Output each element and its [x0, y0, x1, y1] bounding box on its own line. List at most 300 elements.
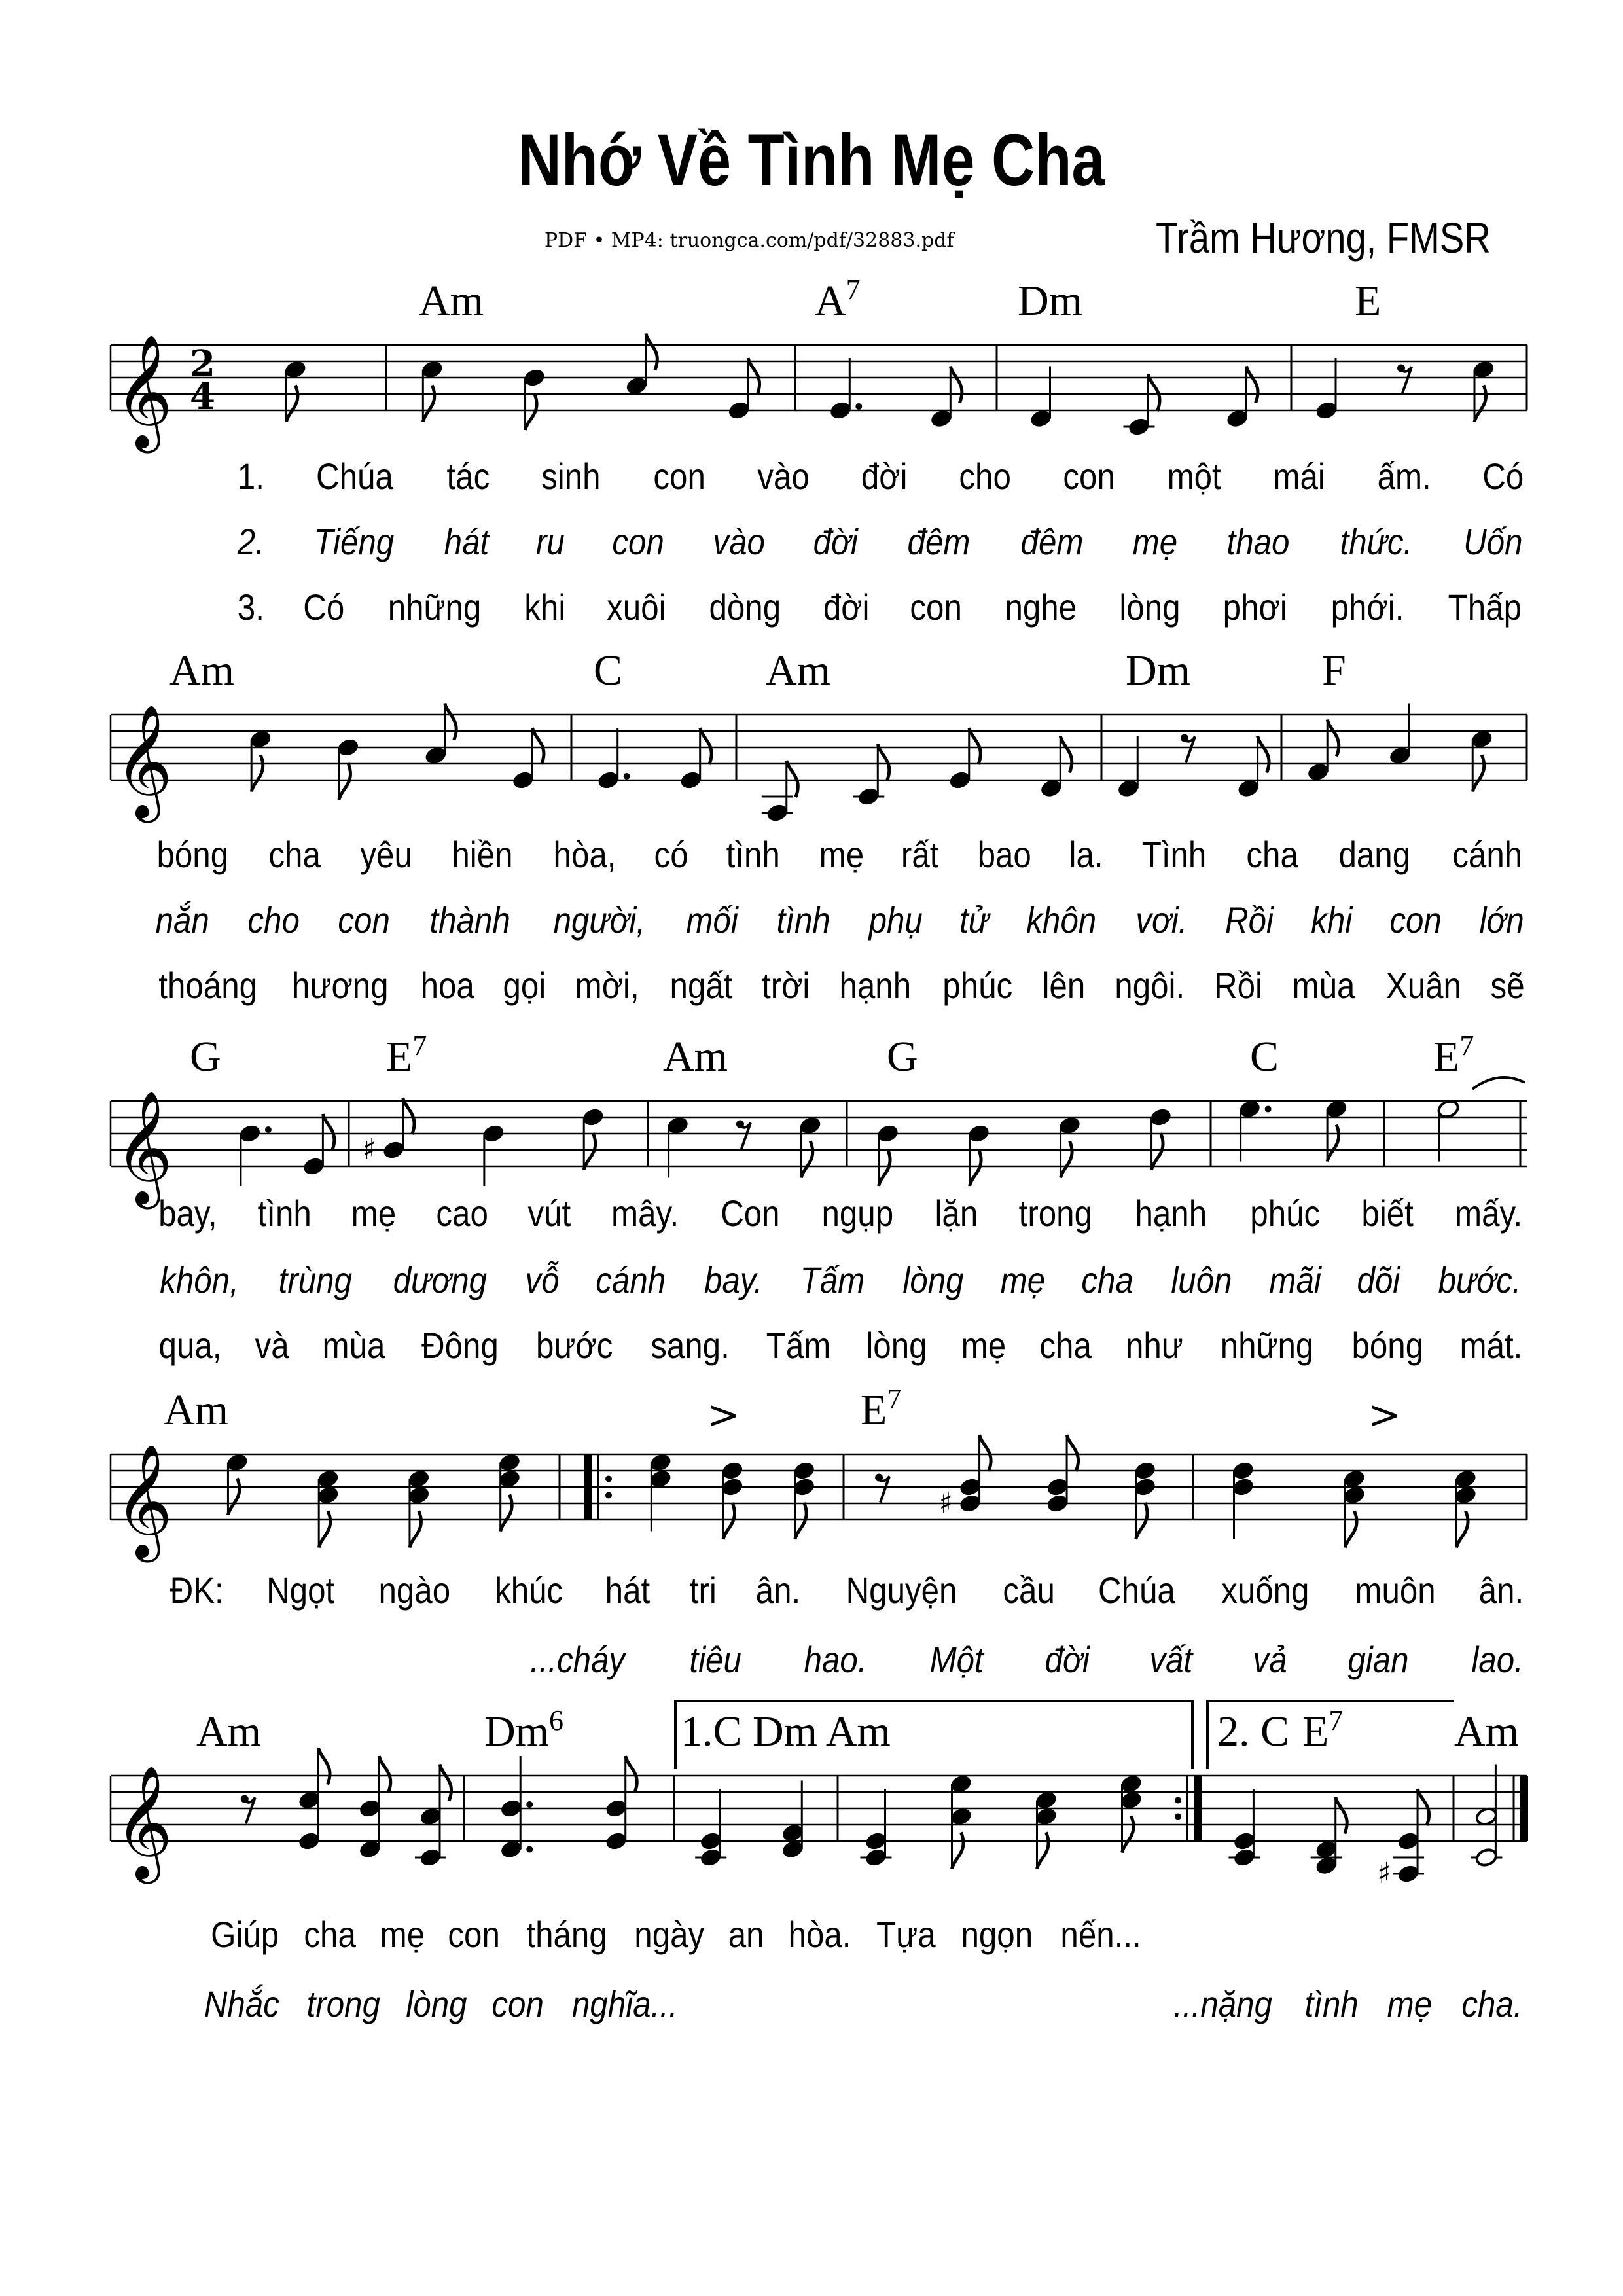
note-flag — [700, 728, 712, 764]
note-flag — [970, 1149, 982, 1186]
note-flag — [1418, 1789, 1429, 1825]
lyric-line — [199, 1983, 720, 2024]
lyric-word: bóng — [1351, 1325, 1424, 1366]
lyric-word: cho — [959, 456, 1011, 497]
note-flag — [1474, 386, 1486, 422]
lyric-word: khi — [1311, 899, 1353, 941]
chord-name: F — [1322, 647, 1346, 694]
chord-name: C — [594, 647, 623, 694]
lyric-word: tình — [776, 899, 830, 941]
note-flag — [748, 358, 760, 395]
lyric-word: ...nặng — [1173, 1983, 1272, 2024]
chord-symbol — [386, 1030, 427, 1081]
lyric-line — [154, 1195, 1527, 1232]
note-flag — [403, 1098, 415, 1134]
lyric-word: có — [654, 834, 689, 875]
chord-symbol — [190, 1035, 221, 1079]
lyric-word: cha. — [1461, 1983, 1523, 2024]
lyric-word: biết — [1361, 1193, 1414, 1234]
chord-name: Am — [196, 1708, 261, 1755]
lyric-word: phụ — [868, 899, 923, 941]
lyric-word: con — [612, 521, 664, 562]
lyric-word: mùa — [1292, 965, 1355, 1006]
chord-name: 2. C — [1217, 1708, 1290, 1755]
lyric-word: hát — [444, 521, 490, 562]
lyric-word: Tấm — [766, 1325, 831, 1366]
lyric-word: lòng — [1119, 586, 1181, 628]
lyric-word: Tấm — [800, 1259, 865, 1300]
lyric-word: cho — [247, 899, 300, 941]
chord-name: Am — [169, 647, 234, 694]
lyric-word: thao — [1226, 521, 1289, 562]
lyric-line — [236, 521, 1527, 562]
chord-symbol — [1217, 1710, 1289, 1753]
lyric-word: mùa — [322, 1325, 385, 1366]
chord-symbol — [1322, 649, 1346, 692]
lyric-word: Uốn — [1463, 521, 1523, 562]
lyric-word: khôn, — [160, 1259, 239, 1300]
lyric-word: cánh — [1452, 834, 1522, 875]
lyric-word: cha — [1081, 1259, 1134, 1300]
lyric-word: bao — [977, 834, 1031, 875]
repeat-start-thick — [584, 1454, 592, 1520]
chord-symbol — [1433, 1030, 1474, 1081]
lyric-word: muôn — [1355, 1570, 1436, 1611]
lyric-word: lòng — [406, 1983, 467, 2024]
lyric-word: mây. — [611, 1193, 679, 1234]
lyric-word: xuôi — [606, 586, 666, 628]
lyric-word: cao — [436, 1193, 488, 1234]
staff-system-4 — [111, 1392, 1527, 1563]
lyric-word: Tiếng — [313, 521, 394, 562]
note-flag — [1336, 1797, 1347, 1834]
lyric-word: sẽ — [1490, 965, 1525, 1006]
lyric-word: 3. — [237, 586, 264, 628]
lyric-word: con — [910, 586, 962, 628]
lyric-word: Nhắc — [204, 1983, 279, 2024]
note-flag — [445, 704, 457, 740]
lyric-word: ngất — [669, 965, 732, 1006]
chord-symbol — [861, 1383, 902, 1434]
lyric-word: bước — [536, 1325, 613, 1366]
lyric-word: cha — [1039, 1325, 1092, 1366]
note-flag — [501, 1495, 512, 1532]
chord-name: E — [1302, 1708, 1329, 1755]
note-flag — [323, 1114, 334, 1151]
lyric-word: lao. — [1471, 1639, 1524, 1680]
chord-name: Am — [419, 277, 484, 325]
lyric-word: ân. — [755, 1570, 801, 1611]
lyric-word: hát — [605, 1570, 651, 1611]
lyric-word: cha — [268, 834, 321, 875]
chord-symbol — [887, 1035, 918, 1079]
lyric-word: ngụp — [821, 1193, 894, 1234]
lyric-line — [206, 1916, 1214, 1953]
time-signature-bottom: 4 — [190, 375, 215, 418]
lyric-word: Tựa — [876, 1914, 936, 1955]
lyric-word: cha — [1246, 834, 1298, 875]
lyric-word: mát. — [1459, 1325, 1523, 1366]
note-flag — [339, 763, 351, 800]
chord-extension: 7 — [1459, 1030, 1474, 1062]
lyric-word: ngào — [378, 1570, 451, 1611]
lyric-word: Nguyện — [846, 1570, 957, 1611]
lyric-word: ...cháy — [529, 1639, 626, 1680]
lyric-word: tử — [959, 899, 989, 941]
chord-symbol — [419, 279, 484, 323]
lyric-word: dương — [393, 1259, 487, 1300]
lyric-word: cánh — [596, 1259, 666, 1300]
note-flag — [1258, 736, 1270, 773]
chord-name: E — [861, 1386, 887, 1434]
staff-system-1 — [111, 334, 1527, 454]
chord-extension: 6 — [549, 1704, 563, 1736]
lyric-word: phơi — [1223, 586, 1288, 628]
eighth-rest-dot — [1181, 734, 1188, 742]
lyric-word: trời — [761, 965, 810, 1006]
note-flag — [1152, 1133, 1164, 1170]
lyric-word: tiêu — [689, 1639, 742, 1680]
note-flag — [980, 1435, 991, 1471]
lyric-word: khôn — [1026, 899, 1097, 941]
note-flag — [1122, 1816, 1134, 1853]
lyric-word: và — [255, 1325, 289, 1366]
chord-symbol — [594, 649, 622, 692]
lyric-word: tình — [1304, 1983, 1359, 2024]
accent-mark: > — [1368, 1392, 1401, 1438]
eighth-rest-dot — [1397, 365, 1405, 372]
lyric-word: Một — [929, 1639, 984, 1680]
lyric-word: những — [387, 586, 482, 628]
lyric-line — [152, 899, 1527, 941]
lyric-word: luôn — [1171, 1259, 1232, 1300]
note-flag — [319, 1511, 330, 1548]
lyric-line — [236, 586, 1527, 628]
lyric-word: đời — [1044, 1639, 1090, 1680]
lyric-word: mái — [1273, 456, 1326, 497]
note-flag — [1037, 1833, 1049, 1869]
chord-name: C — [1250, 1033, 1279, 1081]
chord-symbol — [766, 649, 830, 692]
sharp-icon: ♯ — [1377, 1857, 1391, 1890]
lyric-word: lặn — [935, 1193, 978, 1234]
staff-system-3 — [111, 1077, 1527, 1210]
treble-clef-icon: 𝄞 — [115, 1090, 173, 1204]
note-flag — [584, 1133, 596, 1170]
lyric-line — [236, 458, 1527, 495]
chord-symbol — [663, 1035, 728, 1079]
lyric-word: ân. — [1478, 1570, 1524, 1611]
note-flag — [1327, 1125, 1339, 1162]
lyric-line — [166, 1572, 1527, 1609]
lyric-word: lớn — [1479, 899, 1524, 941]
lyric-word: 2. — [237, 521, 264, 562]
lyric-word: đêm — [1020, 521, 1084, 562]
lyric-word: nến... — [1060, 1914, 1141, 1955]
repeat-dot — [605, 1492, 612, 1499]
lyric-word: tình — [726, 834, 781, 875]
chord-extension: 7 — [1329, 1704, 1344, 1736]
chord-name: E — [1433, 1033, 1460, 1081]
lyric-word: Thấp — [1448, 586, 1522, 628]
accent-mark: > — [707, 1392, 740, 1438]
lyric-word: con — [448, 1914, 501, 1955]
treble-clef-icon: 𝄞 — [115, 1765, 173, 1879]
chord-extension: 7 — [887, 1383, 902, 1415]
lyric-word: mẹ — [819, 834, 864, 875]
note-flag — [251, 755, 263, 792]
note-flag — [878, 744, 889, 781]
lyric-word: hoa — [420, 965, 475, 1006]
lyric-word: đời — [823, 586, 869, 628]
lyric-word: ĐK: — [169, 1570, 224, 1611]
lyric-word: lòng — [902, 1259, 965, 1300]
treble-clef-icon: 𝄞 — [115, 704, 173, 818]
note-flag — [1457, 1511, 1469, 1548]
sharp-icon: ♯ — [362, 1133, 376, 1166]
lyric-word: Tình — [1141, 834, 1207, 875]
note-flag — [646, 334, 658, 370]
note-flag — [787, 761, 798, 797]
lyric-word: vất — [1149, 1639, 1193, 1680]
lyric-word: tác — [446, 456, 490, 497]
lyric-word: mẹ — [961, 1325, 1007, 1366]
lyric-word: khúc — [494, 1570, 563, 1611]
lyric-line — [154, 1327, 1527, 1364]
repeat-dot — [1175, 1814, 1181, 1820]
lyric-word: đời — [861, 456, 908, 497]
chord-symbol — [484, 1704, 563, 1755]
lyric-word: sang. — [651, 1325, 730, 1366]
chord-name: G — [887, 1033, 918, 1081]
lyric-word: mẹ — [380, 1914, 425, 1955]
lyric-word: thức. — [1340, 521, 1413, 562]
lyric-word: ngôi. — [1114, 965, 1185, 1006]
lyric-word: ru — [536, 521, 565, 562]
lyric-line — [152, 836, 1527, 873]
lyric-word: hao. — [804, 1639, 867, 1680]
lyric-word: vỗ — [525, 1259, 560, 1300]
eighth-rest-dot — [875, 1474, 883, 1482]
lyric-line — [152, 967, 1527, 1004]
lyric-word: phới. — [1330, 586, 1404, 628]
lyric-word: ngọn — [961, 1914, 1033, 1955]
lyric-word: mẹ — [1132, 521, 1177, 562]
lyric-word: ngày — [634, 1914, 704, 1955]
eighth-rest-dot — [241, 1795, 249, 1803]
lyric-word: dõi — [1357, 1259, 1400, 1300]
chord-name: G — [190, 1033, 221, 1081]
lyric-word: một — [1167, 456, 1221, 497]
chord-symbol — [169, 649, 234, 692]
lyric-word: bóng — [156, 834, 229, 875]
lyric-word: Có — [1482, 456, 1524, 497]
lyric-word: mẹ — [1387, 1983, 1433, 2024]
lyric-word: bay. — [704, 1259, 763, 1300]
chord-name: Am — [663, 1033, 728, 1081]
lyric-word: đời — [813, 521, 859, 562]
sharp-icon: ♯ — [938, 1486, 953, 1520]
note-flag — [1327, 720, 1339, 757]
lyric-word: xuống — [1221, 1570, 1310, 1611]
lyric-word: Rồi — [1225, 899, 1274, 941]
chord-name: Dm — [1126, 647, 1190, 694]
chord-name: Am — [164, 1386, 228, 1434]
lyric-word: người, — [553, 899, 646, 941]
note-flag — [952, 1833, 964, 1869]
chord-name: Dm — [484, 1708, 549, 1755]
lyric-word: hạnh — [839, 965, 912, 1006]
lyric-word: con — [338, 899, 390, 941]
lyric-word: hòa. — [788, 1914, 851, 1955]
lyric-word: con — [653, 456, 705, 497]
chord-extension: 7 — [412, 1030, 427, 1062]
lyric-word: Rồi — [1214, 965, 1263, 1006]
lyric-word: Xuân — [1385, 965, 1461, 1006]
lyric-word: lên — [1042, 965, 1085, 1006]
chord-name: Dm — [1018, 277, 1082, 325]
lyric-word: an — [728, 1914, 764, 1955]
lyric-word: Đông — [421, 1325, 499, 1366]
lyric-word: tri — [689, 1570, 717, 1611]
note-flag — [379, 1756, 391, 1793]
lyric-word: mối — [686, 899, 738, 941]
lyric-word: Chúa — [316, 456, 394, 497]
lyric-word: những — [1220, 1325, 1314, 1366]
lyric-word: dang — [1338, 834, 1411, 875]
lyric-word: nghe — [1004, 586, 1077, 628]
lyric-word: vút — [527, 1193, 571, 1234]
dot — [265, 1126, 272, 1133]
lyric-word: la. — [1069, 834, 1103, 875]
note-flag — [801, 1141, 813, 1178]
chord-name: E — [1355, 277, 1382, 325]
dot — [855, 403, 862, 410]
lyric-word: bay, — [158, 1193, 217, 1234]
lyric-word: trùng — [278, 1259, 353, 1300]
lyric-word: bước. — [1438, 1259, 1522, 1300]
dot — [1265, 1106, 1272, 1113]
chord-symbol — [1250, 1035, 1279, 1079]
lyric-word: con — [491, 1983, 544, 2024]
note-flag — [286, 386, 298, 422]
lyric-word: sinh — [541, 456, 601, 497]
dot — [526, 1846, 533, 1853]
chord-symbol — [1355, 279, 1381, 323]
lyric-word: ấm. — [1377, 456, 1431, 497]
lyric-word: tình — [257, 1193, 312, 1234]
treble-clef-icon: 𝄞 — [115, 1444, 173, 1558]
lyric-word: yêu — [360, 834, 412, 875]
note-flag — [423, 386, 435, 422]
time-signature-top: 2 — [190, 342, 215, 386]
lyric-word: trong — [306, 1983, 380, 2024]
lyric-word: mấy. — [1454, 1193, 1522, 1234]
lyric-word: rất — [901, 834, 939, 875]
note-flag — [879, 1149, 891, 1186]
lyric-line — [154, 1259, 1527, 1300]
chord-symbol — [1018, 279, 1082, 323]
chord-symbol — [1126, 649, 1190, 692]
chord-symbol — [815, 274, 861, 325]
chord-name: A — [815, 277, 846, 325]
note-flag — [969, 728, 981, 764]
chord-extension: 7 — [846, 274, 861, 306]
lyric-line — [524, 1641, 1527, 1678]
chord-name: Am — [766, 647, 830, 694]
lyric-word: hương — [292, 965, 389, 1006]
note-flag — [723, 1503, 735, 1539]
staff-system-2 — [111, 704, 1527, 824]
treble-clef-icon: 𝄞 — [115, 334, 173, 448]
lyric-word: dòng — [709, 586, 781, 628]
chord-symbol — [681, 1710, 891, 1753]
chord-symbol — [164, 1386, 228, 1434]
lyric-word: vả — [1253, 1639, 1287, 1680]
lyric-word: hiền — [452, 834, 513, 875]
note-flag — [410, 1511, 421, 1548]
lyric-word: mẹ — [1001, 1259, 1046, 1300]
chord-symbol — [1302, 1704, 1344, 1755]
note-flag — [526, 393, 537, 430]
lyric-word: cha — [304, 1914, 357, 1955]
source-link[interactable]: PDF • MP4: truongca.com/pdf/32883.pdf — [544, 229, 954, 252]
lyric-word: trong — [1018, 1193, 1093, 1234]
note-flag — [228, 1479, 240, 1515]
note-flag — [1346, 1511, 1357, 1548]
note-flag — [1136, 1503, 1148, 1539]
lyric-word: con — [1063, 456, 1115, 497]
lyric-word: phúc — [942, 965, 1013, 1006]
chord-symbol — [196, 1710, 261, 1753]
lyric-word: qua, — [158, 1325, 222, 1366]
lyric-word: hạnh — [1135, 1193, 1207, 1234]
note-flag — [626, 1756, 637, 1793]
lyric-word: cầu — [1003, 1570, 1055, 1611]
repeat-end-thick — [1194, 1776, 1202, 1841]
chord-name: Am — [1454, 1708, 1519, 1755]
lyric-word: Ngọt — [266, 1570, 335, 1611]
lyric-word: gọi — [503, 965, 546, 1006]
note-flag — [318, 1748, 330, 1785]
repeat-dot — [605, 1476, 612, 1482]
note-flag — [532, 728, 544, 764]
dot — [624, 773, 630, 780]
lyric-word: mời, — [575, 965, 639, 1006]
note-flag — [1472, 755, 1484, 792]
note-flag — [1247, 367, 1258, 403]
lyric-word: khi — [524, 586, 566, 628]
note-flag — [795, 1503, 807, 1539]
song-title: Nhớ Về Tình Mẹ Cha — [518, 119, 1105, 201]
lyric-word: lòng — [866, 1325, 927, 1366]
lyric-word: mãi — [1269, 1259, 1321, 1300]
chord-name: E — [386, 1033, 413, 1081]
lyric-word: vơi. — [1135, 899, 1188, 941]
lyric-word: đêm — [907, 521, 971, 562]
tie — [1472, 1077, 1525, 1089]
note-flag — [1067, 1435, 1079, 1471]
lyric-word: thành — [429, 899, 511, 941]
chord-symbol — [1454, 1710, 1519, 1753]
lyric-word: thoáng — [158, 965, 258, 1006]
lyric-word: Con — [721, 1193, 780, 1234]
lyric-word: nghĩa... — [571, 1983, 678, 2024]
lyric-word: vào — [713, 521, 766, 562]
lyric-word: mẹ — [351, 1193, 397, 1234]
lyric-word: phúc — [1249, 1193, 1320, 1234]
note-flag — [950, 367, 962, 403]
